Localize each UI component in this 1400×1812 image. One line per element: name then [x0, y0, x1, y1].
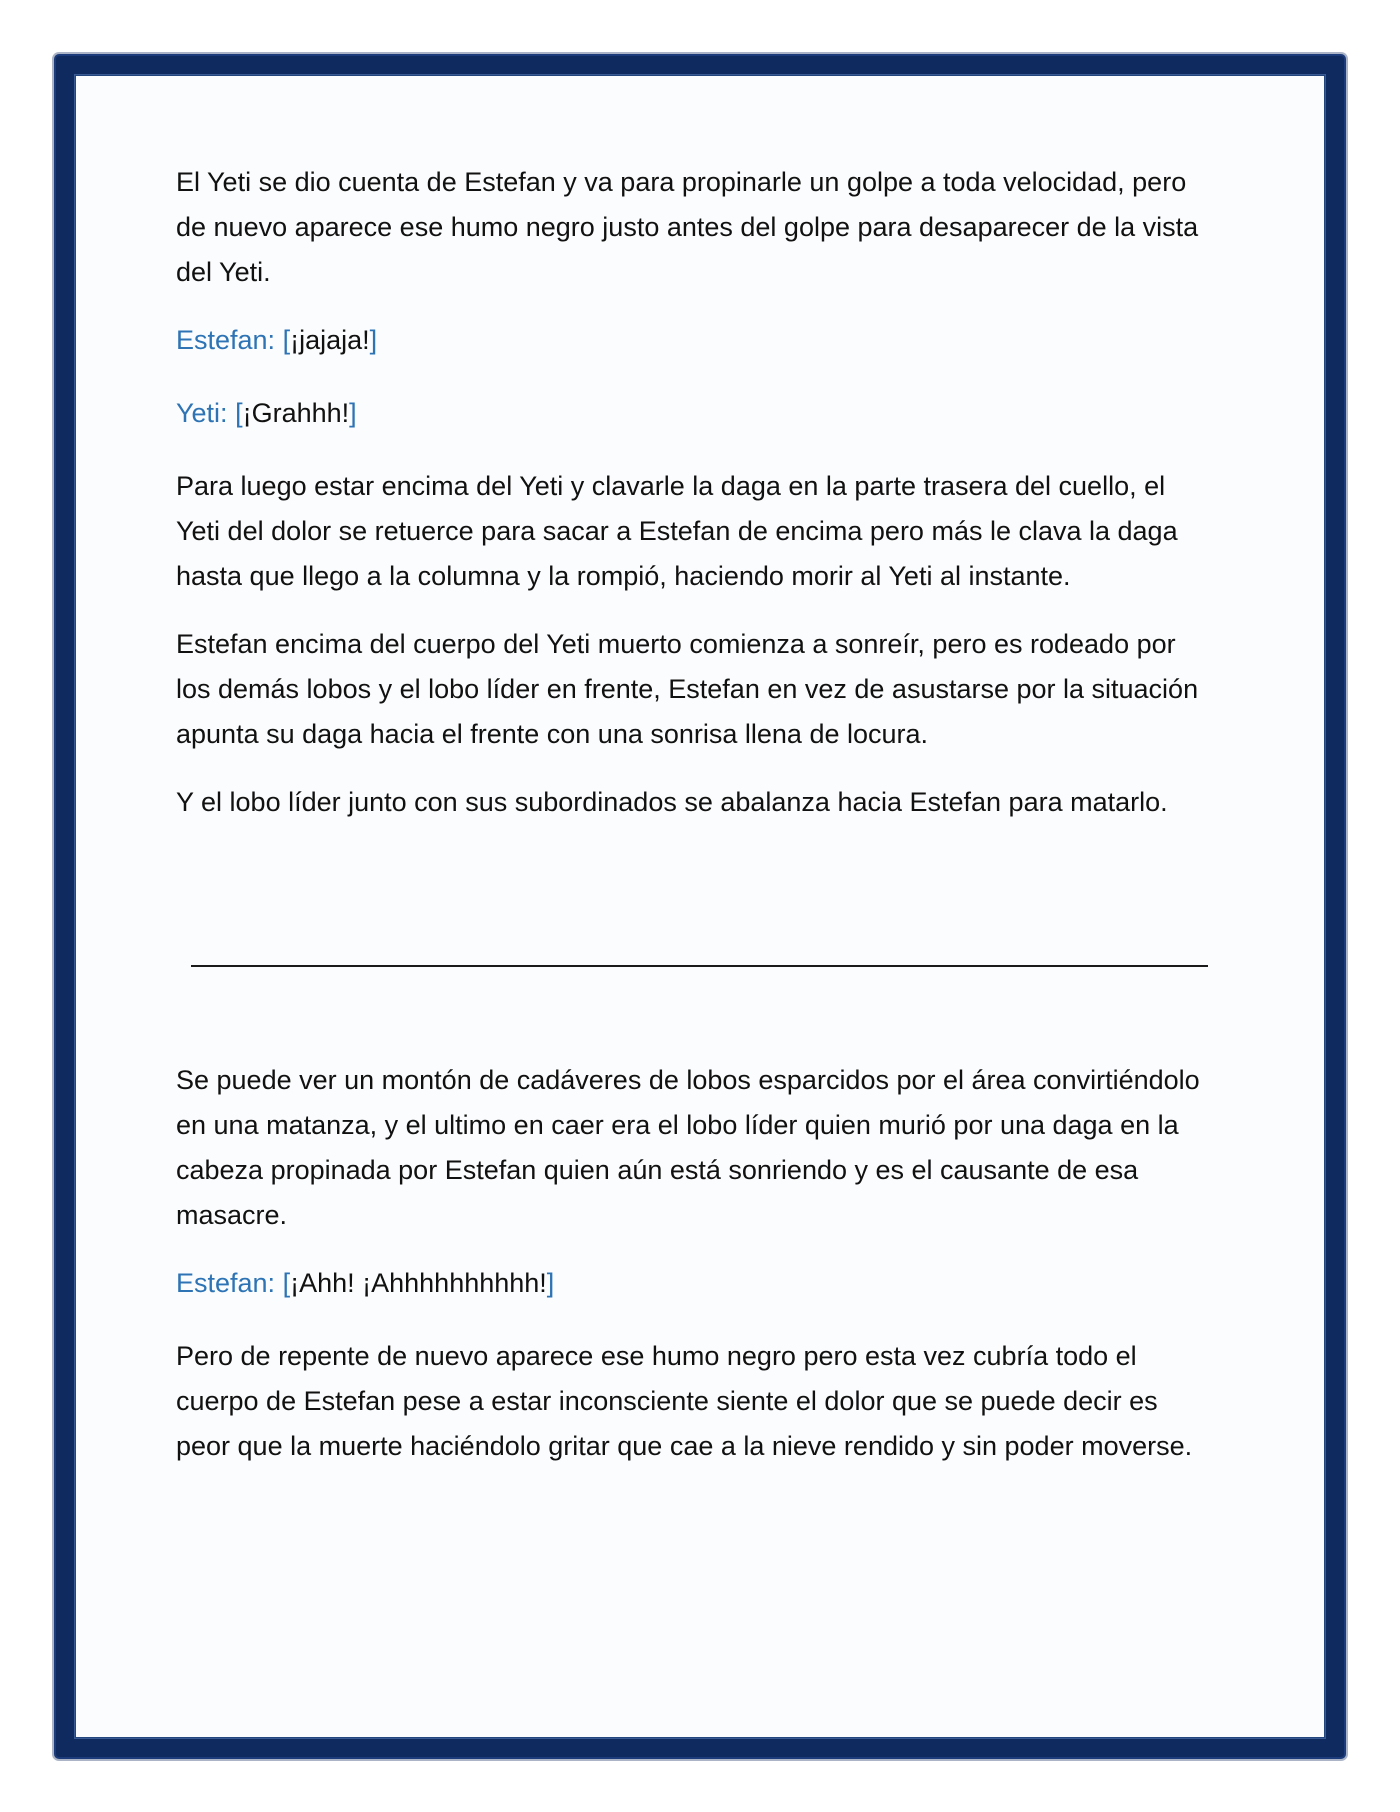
- speaker-name: Yeti:: [176, 398, 228, 428]
- speaker-name: Estefan:: [176, 1268, 276, 1298]
- dialogue-line-yeti: [176, 391, 1216, 436]
- open-bracket: [: [235, 398, 243, 428]
- section-divider: [191, 965, 1208, 967]
- story-paragraph: Para luego estar encima del Yeti y clavarle la daga en la parte trasera del cuello, el Yeti del dolor se retuerce para sacar a Estefan de encima pero más le clava la daga hasta que llego a la columna y la rompió, haciendo morir al Yeti al instante.: [176, 471, 1178, 591]
- spoken-line: ¡Grahhh!: [242, 398, 350, 428]
- speaker-name: Estefan:: [176, 325, 276, 355]
- dialogue-line-estefan: [176, 318, 1216, 363]
- story-section-2: [176, 1058, 1216, 1492]
- close-bracket: ]: [369, 325, 378, 355]
- open-bracket: [: [282, 1268, 291, 1298]
- story-paragraph: Y el lobo líder junto con sus subordinados se abalanza hacia Estefan para matarlo.: [176, 787, 1168, 817]
- open-bracket: [: [282, 325, 291, 355]
- story-paragraph: El Yeti se dio cuenta de Estefan y va para propinarle un golpe a toda velocidad, pero de nuevo aparece ese humo negro justo antes del golpe para desaparecer de la vista del Yeti.: [176, 167, 1199, 287]
- story-paragraph: Se puede ver un montón de cadáveres de lobos esparcidos por el área convirtiéndolo en una matanza, y el ultimo en caer era el lobo líder quien murió por una daga en la cabeza propinada por Estefan quien aún está sonriendo y es el causante de esa masacre.: [176, 1065, 1200, 1230]
- close-bracket: ]: [349, 398, 357, 428]
- story-section-1: [176, 160, 1216, 848]
- spoken-line: ¡Ahh! ¡Ahhhhhhhhhh!: [290, 1268, 547, 1298]
- story-paragraph: Estefan encima del cuerpo del Yeti muerto comienza a sonreír, pero es rodeado por los demás lobos y el lobo líder en frente, Estefan en vez de asustarse por la situación apunta su daga hacia el frente con una sonrisa llena de locura.: [176, 629, 1199, 749]
- spoken-line: ¡jajaja!: [290, 325, 370, 355]
- dialogue-line-estefan: [176, 1261, 1216, 1306]
- close-bracket: ]: [546, 1268, 555, 1298]
- story-paragraph: Pero de repente de nuevo aparece ese humo negro pero esta vez cubría todo el cuerpo de Estefan pese a estar inconsciente siente el dolor que se puede decir es peor que la muerte haciéndolo gritar que cae a la nieve rendido y sin poder moverse.: [176, 1341, 1193, 1461]
